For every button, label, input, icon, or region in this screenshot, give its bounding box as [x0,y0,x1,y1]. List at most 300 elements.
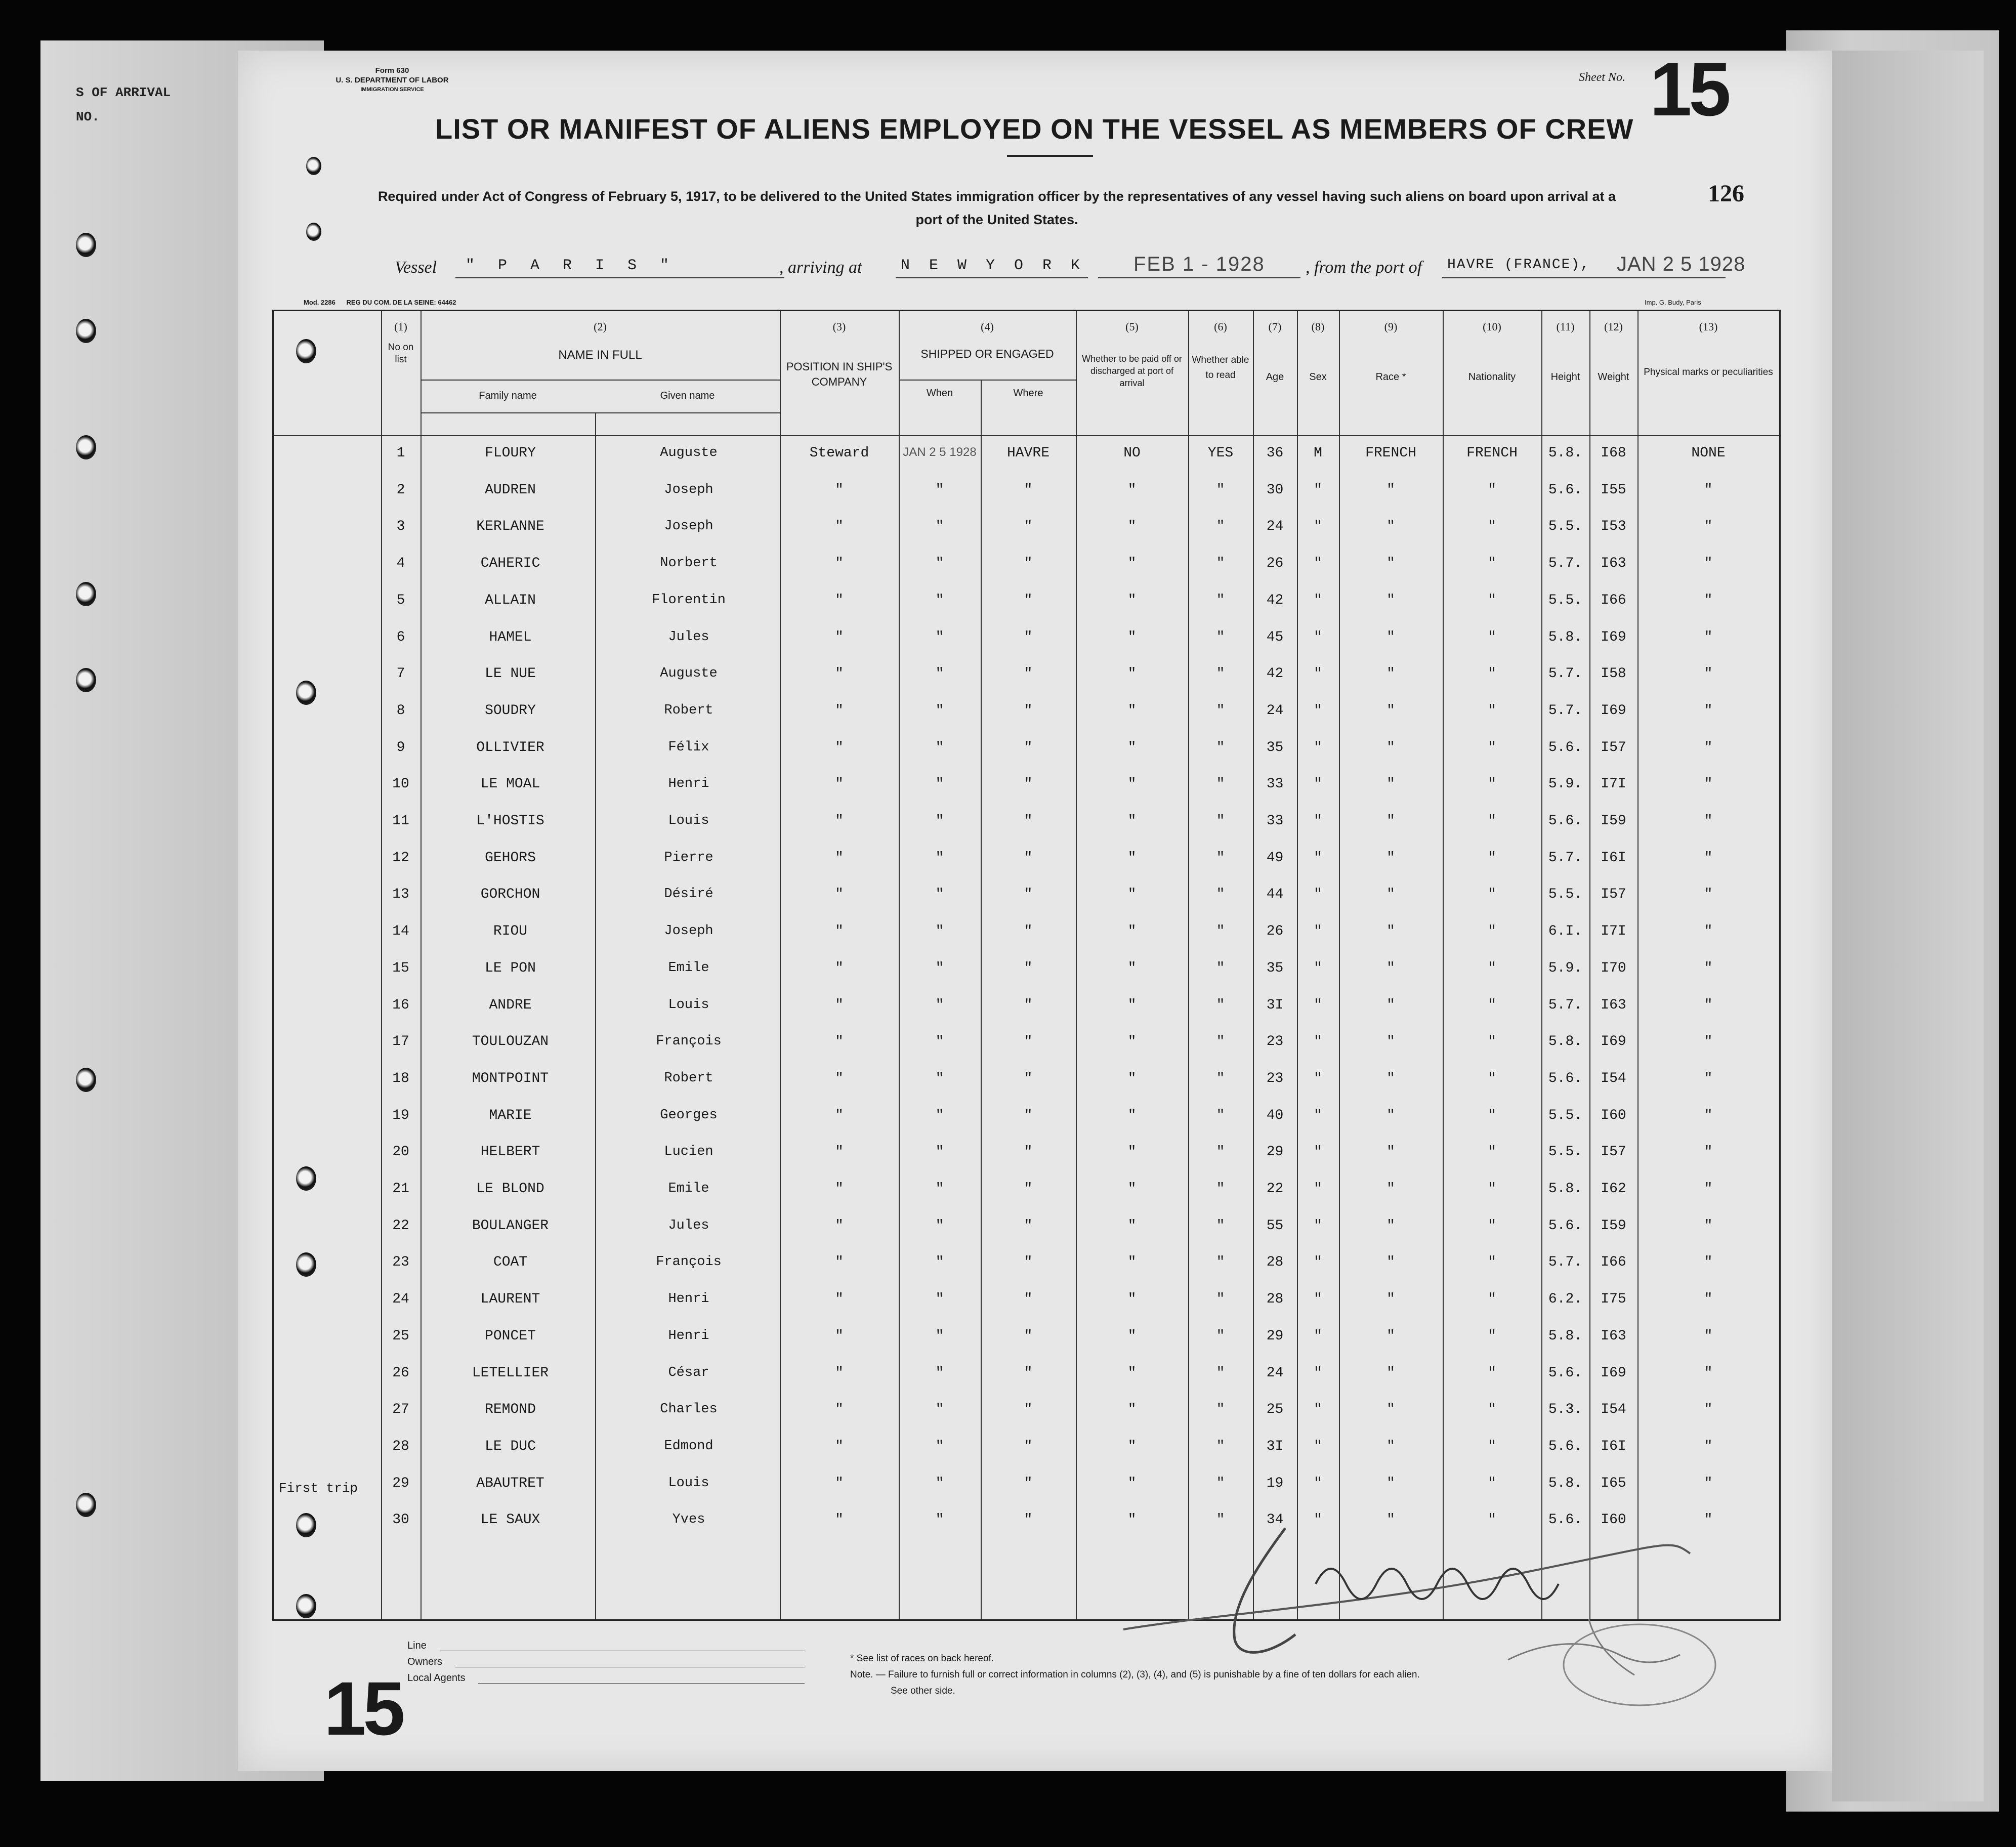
weight: I60 [1601,1512,1626,1528]
shipped-where: " [1024,1218,1033,1234]
race: " [1387,1070,1395,1086]
shipped-when: " [935,960,944,976]
row-number: 10 [392,776,409,792]
shipped-where: " [1024,960,1033,976]
paid-off: " [1127,556,1137,572]
weight: I63 [1601,997,1626,1013]
height: 5.6. [1548,813,1583,829]
physical-marks: " [1704,1181,1713,1197]
punch-hole [306,223,321,241]
punch-hole [76,233,96,257]
row-number: 14 [392,924,409,940]
crew-manifest-table [272,310,1781,1621]
given-name: Henri [668,1291,709,1307]
sex: " [1314,666,1322,682]
given-name: Robert [664,1070,713,1086]
sex: " [1314,1365,1322,1381]
sex: " [1314,1181,1322,1197]
shipped-where: " [1024,1438,1033,1454]
sex: " [1314,1475,1322,1491]
sheet-label: Sheet No. [1579,71,1625,84]
sex: " [1314,960,1322,976]
row-number: 5 [396,592,405,608]
able-to-read: " [1216,519,1225,535]
given-name: Yves [672,1512,705,1528]
physical-marks: " [1704,1254,1713,1271]
weight: I54 [1601,1402,1626,1418]
physical-marks: " [1704,592,1713,608]
col-number-12: (12) [1604,320,1623,333]
race: " [1387,666,1395,682]
sex: " [1314,1291,1322,1308]
family-name: LAURENT [480,1291,540,1308]
physical-marks: " [1704,1107,1713,1123]
given-name: Henri [668,776,709,792]
physical-marks: " [1704,482,1713,498]
weight: I57 [1601,887,1626,903]
race: " [1387,1365,1395,1381]
sex: " [1314,813,1322,829]
shipped-when: " [935,592,944,608]
age: 23 [1266,1070,1284,1086]
inspector-signature [1103,1508,1761,1720]
line-label: Line [407,1640,427,1651]
nationality: " [1488,629,1496,645]
able-to-read: " [1216,776,1225,792]
shipped-when: " [935,997,944,1013]
position: " [835,629,844,645]
position: " [835,556,844,572]
given-name: Jules [668,1218,709,1233]
shipped-when: " [935,1034,944,1050]
shipped-where: " [1024,702,1033,719]
nationality: " [1488,850,1496,866]
age: 28 [1266,1254,1284,1271]
height: 5.6. [1548,482,1583,498]
sex: " [1314,924,1322,940]
able-to-read: " [1216,887,1225,903]
family-name: BOULANGER [472,1218,549,1234]
col-number-5: (5) [1125,320,1139,333]
family-name: LE MOAL [480,776,540,792]
race: " [1387,1475,1395,1491]
paid-off: " [1127,1438,1137,1454]
race: " [1387,1181,1395,1197]
race: " [1387,1402,1395,1418]
row-number: 3 [396,519,405,535]
owners-label: Owners [407,1656,442,1667]
age: 24 [1266,1365,1284,1381]
position: " [835,1218,844,1234]
col-header-marks: Physical marks or peculiarities [1644,367,1773,377]
age: 34 [1266,1512,1284,1528]
paid-off: " [1127,1291,1137,1308]
departure-date-stamp: JAN 2 5 1928 [1617,253,1746,275]
shipped-where: " [1024,1034,1033,1050]
family-name: LE SAUX [480,1512,540,1528]
paid-off: " [1127,924,1137,940]
height: 5.7. [1548,850,1583,866]
from-rule [1442,277,1726,278]
col-header-race: Race * [1375,371,1406,383]
row-number: 18 [392,1070,409,1086]
able-to-read: " [1216,1218,1225,1234]
able-to-read: " [1216,1107,1225,1123]
family-name: GORCHON [480,887,540,903]
position: " [835,1107,844,1123]
weight: I68 [1601,445,1626,461]
race: " [1387,776,1395,792]
nationality: " [1488,1254,1496,1271]
paid-off: " [1127,482,1137,498]
row-number: 1 [396,445,405,461]
able-to-read: " [1216,629,1225,645]
sex: " [1314,887,1322,903]
race: " [1387,519,1395,535]
col-number-10: (10) [1483,320,1501,333]
physical-marks: NONE [1691,445,1726,461]
shipped-where: " [1024,519,1033,535]
position: " [835,813,844,829]
nationality: " [1488,666,1496,682]
given-name: François [656,1254,722,1270]
able-to-read: " [1216,1402,1225,1418]
footer-labels [407,1634,466,1689]
physical-marks: " [1704,1438,1713,1454]
row-number: 17 [392,1034,409,1050]
able-to-read: " [1216,1328,1225,1344]
shipped-when: " [935,702,944,719]
family-name: LE BLOND [476,1181,544,1197]
able-to-read: " [1216,813,1225,829]
weight: I69 [1601,702,1626,719]
shipped-where: " [1024,850,1033,866]
able-to-read: " [1216,924,1225,940]
sex: " [1314,1438,1322,1454]
shipped-where: " [1024,666,1033,682]
shipped-when: " [935,1291,944,1308]
height: 5.8. [1548,1181,1583,1197]
physical-marks: " [1704,1291,1713,1308]
shipped-where: " [1024,1144,1033,1160]
position: " [835,702,844,719]
able-to-read: " [1216,1512,1225,1528]
col-header-given: Given name [660,390,715,401]
from-port: HAVRE (FRANCE), [1447,257,1590,273]
paid-off: " [1127,1365,1137,1381]
nationality: " [1488,739,1496,755]
col-header-position: POSITION IN SHIP'S COMPANY [786,360,893,388]
given-name: Norbert [660,556,718,571]
shipped-when: " [935,776,944,792]
race: " [1387,1254,1395,1271]
paid-off: " [1127,997,1137,1013]
row-number: 24 [392,1291,409,1308]
col-header-sex: Sex [1309,371,1327,383]
physical-marks: " [1704,519,1713,535]
punch-hole [76,1493,96,1517]
sex: " [1314,1254,1322,1271]
position: " [835,1512,844,1528]
shipped-when: " [935,1328,944,1344]
col-number-8: (8) [1311,320,1325,333]
height: 5.8. [1548,1328,1583,1344]
shipped-when: " [935,556,944,572]
shipped-where: " [1024,776,1033,792]
height: 5.6. [1548,739,1583,755]
able-to-read: " [1216,666,1225,682]
background-page-right-2 [1832,51,1984,1801]
age: 24 [1266,702,1284,719]
nationality: FRENCH [1466,445,1518,461]
race: " [1387,924,1395,940]
given-name: Henri [668,1328,709,1344]
col-number-4: (4) [981,320,994,333]
nationality: " [1488,1070,1496,1086]
mod-number: Mod. 2286 REG DU COM. DE LA SEINE: 64462 [304,299,456,306]
col-number-7: (7) [1268,320,1282,333]
sex: " [1314,1144,1322,1160]
position: " [835,887,844,903]
nationality: " [1488,997,1496,1013]
position: Steward [809,445,869,461]
physical-marks: " [1704,850,1713,866]
title-underline [1007,155,1093,157]
race: " [1387,629,1395,645]
physical-marks: " [1704,960,1713,976]
family-name: ALLAIN [485,592,536,608]
physical-marks: " [1704,924,1713,940]
able-to-read: " [1216,1181,1225,1197]
able-to-read: " [1216,739,1225,755]
vessel-label: Vessel [395,258,437,277]
vessel-name: " P A R I S " [466,257,677,274]
col-header-height: Height [1550,371,1580,383]
nationality: " [1488,1107,1496,1123]
physical-marks: " [1704,813,1713,829]
given-name: Charles [660,1402,718,1417]
given-name: Emile [668,1181,709,1196]
height: 5.5. [1548,592,1583,608]
row-number: 27 [392,1402,409,1418]
age: 44 [1266,887,1284,903]
col-header-family: Family name [479,390,537,401]
nationality: " [1488,1328,1496,1344]
height: 5.8. [1548,1475,1583,1491]
family-name: TOULOUZAN [472,1034,549,1050]
paid-off: " [1127,1107,1137,1123]
position: " [835,1181,844,1197]
physical-marks: " [1704,887,1713,903]
col-number-11: (11) [1556,320,1575,333]
row-number: 16 [392,997,409,1013]
given-name: Auguste [660,445,718,460]
age: 33 [1266,776,1284,792]
age: 23 [1266,1034,1284,1050]
physical-marks: " [1704,776,1713,792]
left-stamp: S OF ARRIVAL NO. [76,85,171,124]
weight: I57 [1601,739,1626,755]
shipped-where: " [1024,1402,1033,1418]
age: 49 [1266,850,1284,866]
nationality: " [1488,1181,1496,1197]
height: 5.6. [1548,1438,1583,1454]
row-number: 8 [396,702,405,719]
race: " [1387,556,1395,572]
physical-marks: " [1704,1365,1713,1381]
paid-off: " [1127,702,1137,719]
sex: " [1314,1218,1322,1234]
weight: I57 [1601,1144,1626,1160]
height: 5.7. [1548,556,1583,572]
physical-marks: " [1704,1070,1713,1086]
position: " [835,776,844,792]
position: " [835,666,844,682]
shipped-where: " [1024,1512,1033,1528]
age: 24 [1266,519,1284,535]
shipped-where: " [1024,1328,1033,1344]
height: 5.5. [1548,519,1583,535]
height: 5.6. [1548,1070,1583,1086]
paid-off: " [1127,887,1137,903]
row-number: 20 [392,1144,409,1160]
race: FRENCH [1365,445,1416,461]
weight: I60 [1601,1107,1626,1123]
given-name: Désiré [664,887,713,902]
nationality: " [1488,556,1496,572]
shipped-when: " [935,1107,944,1123]
shipped-when: " [935,1070,944,1086]
shipped-where: " [1024,739,1033,755]
nationality: " [1488,1144,1496,1160]
position: " [835,1034,844,1050]
paid-off: " [1127,1512,1137,1528]
shipped-where: " [1024,1070,1033,1086]
shipped-where: " [1024,629,1033,645]
paid-off: NO [1123,445,1141,461]
height: 5.5. [1548,887,1583,903]
family-name: LETELLIER [472,1365,549,1381]
race: " [1387,1034,1395,1050]
col-header-able-read: Whether able to read [1192,355,1249,381]
nationality: " [1488,482,1496,498]
nationality: " [1488,1218,1496,1234]
nationality: " [1488,887,1496,903]
family-name: SOUDRY [485,702,536,719]
age: 55 [1266,1218,1284,1234]
row-number: 19 [392,1107,409,1123]
row-number: 13 [392,887,409,903]
shipped-when: " [935,1254,944,1271]
height: 5.6. [1548,1365,1583,1381]
able-to-read: " [1216,1438,1225,1454]
weight: I63 [1601,1328,1626,1344]
weight: I66 [1601,1254,1626,1271]
physical-marks: " [1704,666,1713,682]
given-name: François [656,1034,722,1050]
sheet-number-bottom: 15 [324,1666,402,1751]
age: 35 [1266,960,1284,976]
col-header-name: NAME IN FULL [558,348,642,362]
height: 5.8. [1548,629,1583,645]
nationality: " [1488,1291,1496,1308]
family-name: LE PON [485,960,536,976]
position: " [835,1402,844,1418]
sex: " [1314,1328,1322,1344]
weight: I7I [1601,776,1626,792]
height: 5.9. [1548,776,1583,792]
col-header-paid-off: Whether to be paid off or discharged at port of arrival [1082,354,1182,388]
shipped-when: " [935,1475,944,1491]
punch-hole [76,435,96,459]
printer-credit: Imp. G. Budy, Paris [1645,299,1701,306]
race: " [1387,887,1395,903]
col-header-no: No on list [388,342,414,365]
race: " [1387,960,1395,976]
given-name: Joseph [664,519,713,534]
able-to-read: " [1216,702,1225,719]
age: 33 [1266,813,1284,829]
position: " [835,1475,844,1491]
row-number: 25 [392,1328,409,1344]
punch-hole [76,1068,96,1092]
paid-off: " [1127,1218,1137,1234]
given-name: Félix [668,739,709,755]
physical-marks: " [1704,1475,1713,1491]
family-name: CAHERIC [480,556,540,572]
shipped-where: " [1024,887,1033,903]
paid-off: " [1127,850,1137,866]
nationality: " [1488,776,1496,792]
position: " [835,1070,844,1086]
paid-off: " [1127,739,1137,755]
shipped-when: " [935,1144,944,1160]
arrival-date-stamp: FEB 1 - 1928 [1133,253,1265,275]
shipped-where: " [1024,1475,1033,1491]
shipped-when: " [935,519,944,535]
nationality: " [1488,702,1496,719]
sex: " [1314,702,1322,719]
height: 6.2. [1548,1291,1583,1308]
age: 30 [1266,482,1284,498]
col-header-nationality: Nationality [1468,371,1516,383]
punch-hole [76,319,96,343]
height: 5.8. [1548,1034,1583,1050]
given-name: Robert [664,702,713,718]
age: 40 [1266,1107,1284,1123]
given-name: Jules [668,629,709,645]
physical-marks: " [1704,702,1713,719]
height: 5.7. [1548,666,1583,682]
shipped-where: " [1024,1107,1033,1123]
row-number: 28 [392,1438,409,1454]
sex: " [1314,556,1322,572]
sex: " [1314,1107,1322,1123]
family-name: PONCET [485,1328,536,1344]
family-name: HAMEL [489,629,532,645]
age: 25 [1266,1402,1284,1418]
family-name: ABAUTRET [476,1475,544,1491]
age: 19 [1266,1475,1284,1491]
physical-marks: " [1704,1144,1713,1160]
height: 5.3. [1548,1402,1583,1418]
physical-marks: " [1704,556,1713,572]
physical-marks: " [1704,1512,1713,1528]
paid-off: " [1127,1328,1137,1344]
height: 5.5. [1548,1144,1583,1160]
family-name: GEHORS [485,850,536,866]
weight: I6I [1601,1438,1626,1454]
